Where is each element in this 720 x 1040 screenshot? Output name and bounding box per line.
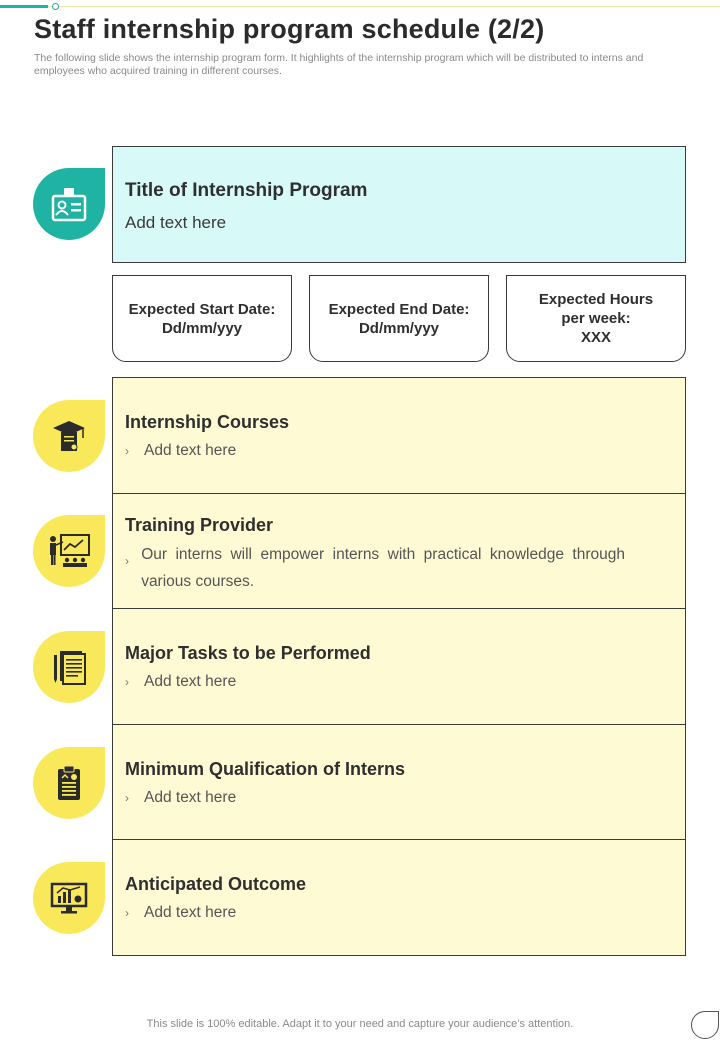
start-date-box <box>112 275 292 362</box>
id-card-icon <box>33 168 105 240</box>
page-title: Staff internship program schedule (2/2) <box>34 14 545 44</box>
top-accent-dot <box>52 3 59 10</box>
program-title-box <box>112 146 686 263</box>
section-bullet <box>125 673 236 691</box>
section-text[interactable]: Add text here <box>144 442 237 459</box>
hours-per-week-label[interactable]: Expected Hours per week: XXX <box>538 291 654 346</box>
section-heading: Internship Courses <box>125 412 290 432</box>
program-title-text[interactable]: Add text here <box>125 213 227 232</box>
page-subtitle: The following slide shows the internship program form. It highlights of the internship program which will be distributed to interns and employees who acquired training in different courses. <box>34 52 644 77</box>
section-heading: Training Provider <box>125 514 274 535</box>
hours-per-week-box <box>506 275 686 362</box>
section-minimum-qualification <box>113 725 685 841</box>
clipboard-certificate-icon <box>33 747 105 819</box>
section-bullet <box>125 904 236 922</box>
section-heading: Minimum Qualification of Interns <box>125 758 406 779</box>
top-rule <box>0 6 720 7</box>
chevron-right-icon: › <box>125 906 129 921</box>
section-anticipated-outcome <box>113 840 685 956</box>
chevron-right-icon: › <box>125 675 129 690</box>
monitor-chart-icon <box>33 862 105 934</box>
section-internship-courses <box>113 378 685 494</box>
section-major-tasks <box>113 609 685 725</box>
top-accent-bar <box>0 5 48 8</box>
section-bullet <box>125 789 236 807</box>
section-text[interactable]: Add text here <box>144 904 237 922</box>
section-text[interactable]: Our interns will empower interns with practical knowledge through various courses. <box>141 545 625 590</box>
chevron-right-icon: › <box>125 553 129 568</box>
end-date-box <box>309 275 489 362</box>
section-heading: Major Tasks to be Performed <box>125 643 371 664</box>
program-title-heading: Title of Internship Program <box>125 180 368 201</box>
chevron-right-icon: › <box>125 444 129 458</box>
end-date-label[interactable]: Expected End Date: Dd/mm/yyy <box>328 300 470 337</box>
presentation-board-icon <box>33 515 105 587</box>
footer-note: This slide is 100% editable. Adapt it to your need and capture your audience’s attention. <box>146 1018 574 1030</box>
documents-icon <box>33 631 105 703</box>
graduation-cap-icon <box>33 400 105 472</box>
chevron-right-icon: › <box>125 790 129 805</box>
section-training-provider <box>113 494 685 610</box>
corner-leaf-shape <box>691 1011 719 1039</box>
start-date-label[interactable]: Expected Start Date: Dd/mm/yyy <box>128 300 276 337</box>
section-bullet <box>125 541 625 595</box>
sections-table <box>112 377 686 956</box>
section-text[interactable]: Add text here <box>144 788 237 806</box>
section-bullet <box>125 442 236 460</box>
section-heading: Anticipated Outcome <box>125 874 307 895</box>
section-text[interactable]: Add text here <box>144 673 237 691</box>
